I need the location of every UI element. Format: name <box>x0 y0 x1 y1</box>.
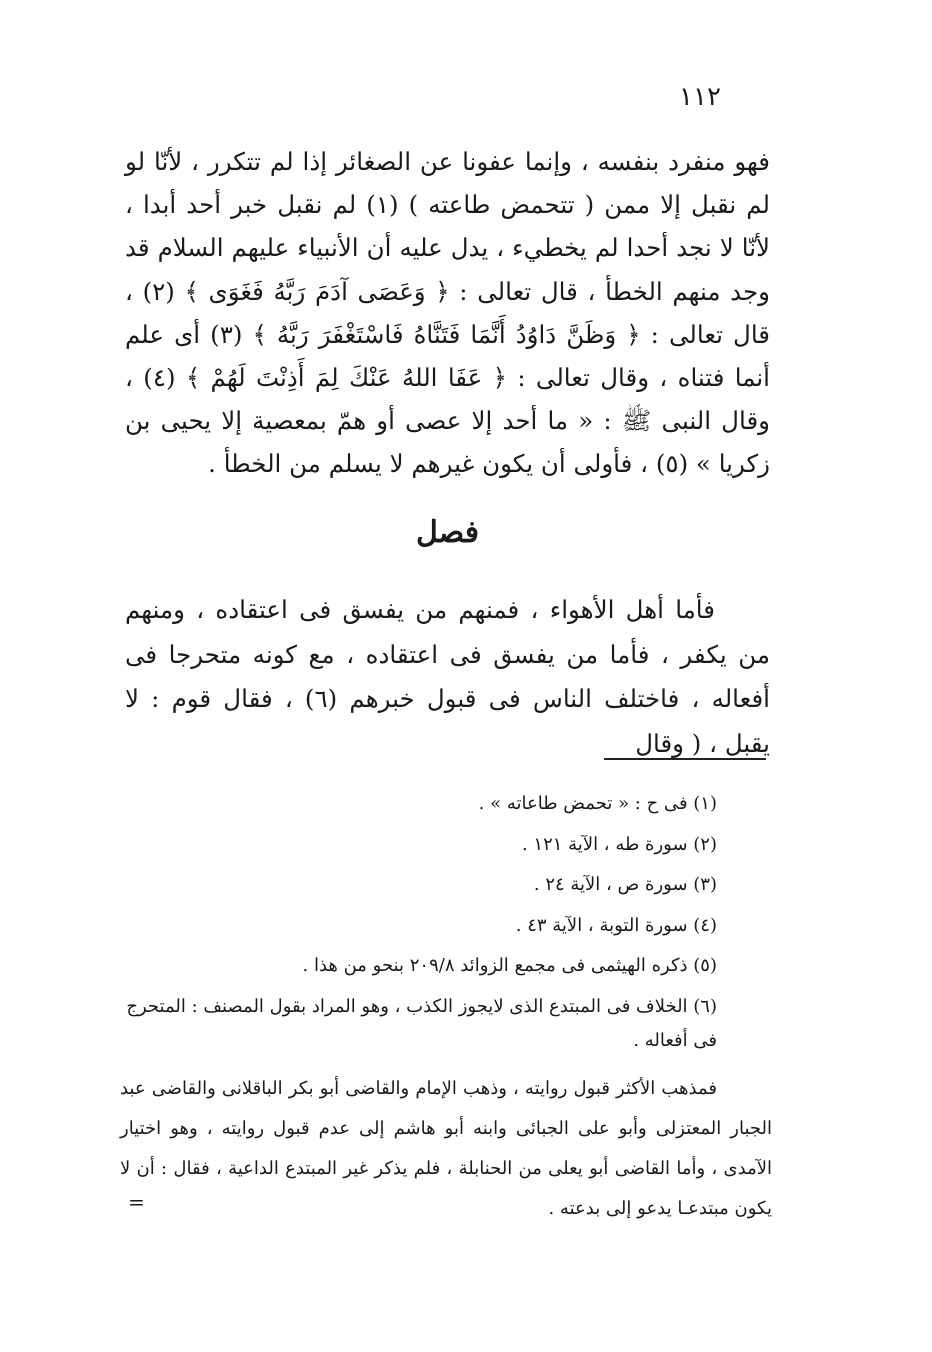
main-paragraph: فهو منفرد بنفسه ، وإنما عفونا عن الصغائر إذا لم تتكرر ، لأنّا لو لم نقبل إلا ممن ( تتحمض طاعته ) (١) لم نقبل خبر أحد أبدا ، لأنّا لا نجد أحدا لم يخطيء ، يدل عليه أن الأنبياء عليهم السلام قد وجد منهم الخطأ ، قال تعالى : ﴿ وَعَصَى آدَمَ رَبَّهُ فَغَوَى ﴾ (٢) ، قال تعالى : ﴿ وَظَنَّ دَاوُدُ أَنَّمَا فَتَنَّاهُ فَاسْتَغْفَرَ رَبَّهُ ﴾ (٣) أى علم أنما فتناه ، وقال تعالى : ﴿ عَفَا اللهُ عَنْكَ لِمَ أَذِنْتَ لَهُمْ ﴾ (٤) ، وقال النبى ﷺ : « ما أحد إلا عصى أو همّ بمعصية إلا يحيى بن زكريا » (٥) ، فأولى أن يكون غيرهم لا يسلم من الخطأ . <box>125 147 771 479</box>
continuation-mark: = <box>128 1190 145 1214</box>
footnote-1: (١) فى ح : « تحمض طاعاته » . <box>478 793 717 814</box>
footnote-6: (٦) الخلاف فى المبتدع الذى لايجوز الكذب ، وهو المراد بقول المصنف : المتحرج فى أفعاله . <box>126 995 717 1051</box>
footnote-continuation: فمذهب الأكثر قبول روايته ، وذهب الإمام والقاضى أبو بكر الباقلانى والقاضى عبد الجبار المعتزلى وأبو على الجبائى وابنه أبو هاشم إلى عدم قبول روايته ، وهو اختيار الآمدى ، وأما القاضى أبو يعلى من الحنابلة ، فلم يذكر غير المبتدع الداعية ، فقال : أن لا يكون مبتدعـا يدعو إلى بدعته . <box>120 1078 772 1219</box>
section-heading: فصل <box>415 515 480 550</box>
footnote-5: (٥) ذكره الهيثمى فى مجمع الزوائد ٢٠٩/٨ بنحو من هذا . <box>302 955 717 976</box>
page-number: ١١٢ <box>679 82 721 112</box>
footnote-3: (٣) سورة ص ، الآية ٢٤ . <box>533 874 717 895</box>
footnotes-list <box>120 784 772 1058</box>
section-paragraph: فأما أهل الأهواء ، فمنهم من يفسق فى اعتقاده ، ومنهم من يكفر ، فأما من يفسق فى اعتقاده ، مع كونه متحرجا فى أفعاله ، فاختلف الناس فى قبول خبرهم (٦) ، فقال قوم : لا يقبل ، ( وقال <box>125 595 770 758</box>
footnote-divider <box>604 758 766 760</box>
footnote-2: (٢) سورة طه ، الآية ١٢١ . <box>521 833 717 855</box>
footnote-4: (٤) سورة التوبة ، الآية ٤٣ . <box>515 914 717 936</box>
